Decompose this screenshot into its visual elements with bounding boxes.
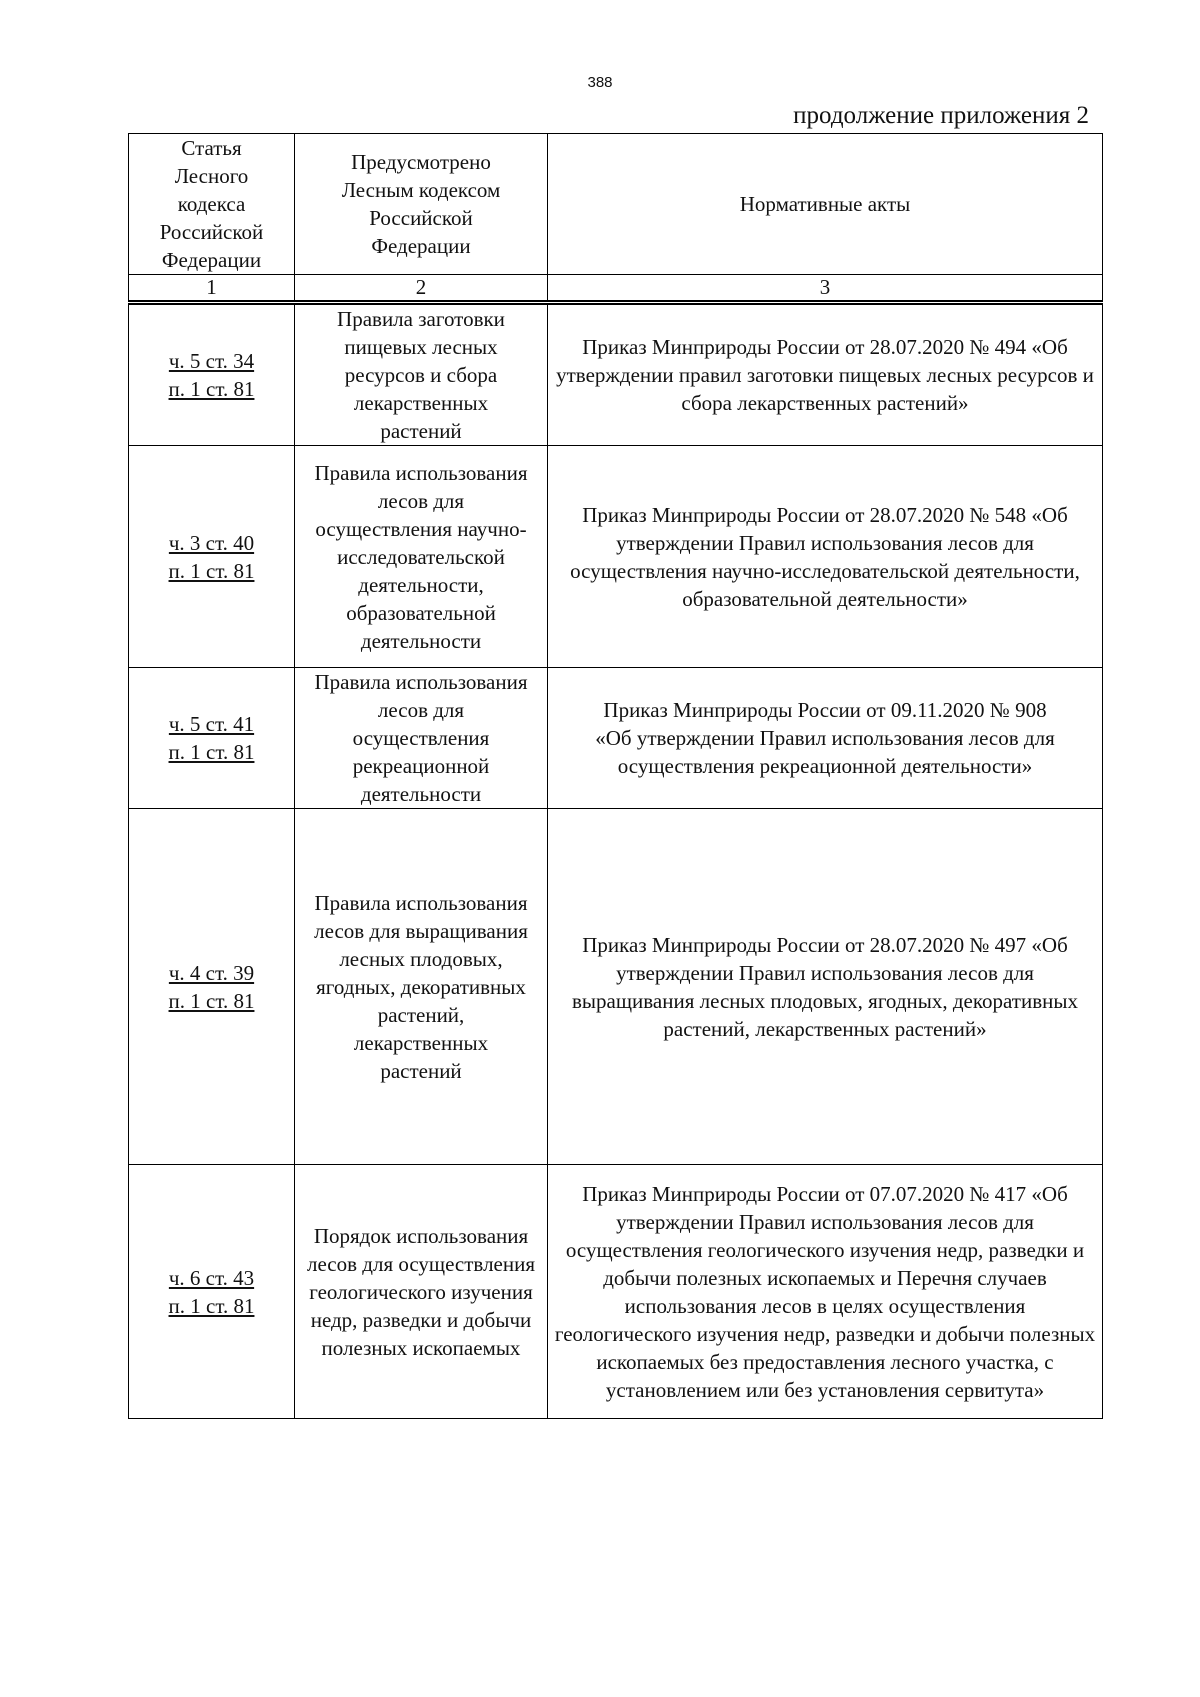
article-cell — [129, 1165, 295, 1419]
provision-cell: Правила использования лесов для осуществления научно-исследовательской деятельности, образовательной деятельности — [295, 446, 548, 668]
act-cell: Приказ Минприроды России от 28.07.2020 № 548 «Об утверждении Правил использования лесов для осуществления научно-исследовательской деятельности, образовательной деятельности» — [548, 446, 1103, 668]
article-cell — [129, 446, 295, 668]
article-link[interactable]: п. 1 ст. 81 — [168, 377, 255, 401]
article-link[interactable]: ч. 5 ст. 41 — [168, 712, 255, 736]
article-link[interactable]: п. 1 ст. 81 — [168, 1293, 255, 1318]
article-cell — [129, 668, 295, 809]
provision-cell: Правила использования лесов для осуществления рекреационной деятельности — [295, 668, 548, 809]
column-number: 1 — [129, 275, 295, 303]
continuation-label: продолжение приложения 2 — [793, 102, 1089, 129]
article-link[interactable]: ч. 5 ст. 34 — [168, 349, 255, 373]
table-row — [129, 303, 1103, 446]
article-link[interactable]: п. 1 ст. 81 — [168, 558, 255, 583]
article-cell — [129, 809, 295, 1165]
column-number: 3 — [548, 275, 1103, 303]
act-cell: Приказ Минприроды России от 28.07.2020 № 494 «Об утверждении правил заготовки пищевых лесных ресурсов и сбора лекарственных растений» — [548, 303, 1103, 446]
column-number: 2 — [295, 275, 548, 303]
provision-cell: Порядок использования лесов для осуществления геологического изучения недр, разведки и добычи полезных ископаемых — [295, 1165, 548, 1419]
table-row — [129, 668, 1103, 809]
article-link[interactable]: ч. 3 ст. 40 — [168, 530, 255, 555]
page-number: 388 — [587, 74, 613, 91]
article-link[interactable]: п. 1 ст. 81 — [168, 988, 255, 1013]
provision-cell: Правила использования лесов для выращивания лесных плодовых, ягодных, декоративных растений, лекарственных растений — [295, 809, 548, 1165]
table-header-row — [129, 134, 1103, 275]
act-cell: Приказ Минприроды России от 28.07.2020 № 497 «Об утверждении Правил использования лесов для выращивания лесных плодовых, ягодных, декоративных растений, лекарственных растений» — [548, 809, 1103, 1165]
article-link[interactable]: ч. 4 ст. 39 — [168, 960, 255, 985]
act-cell: Приказ Минприроды России от 07.07.2020 № 417 «Об утверждении Правил использования лесов для осуществления геологического изучения недр, разведки и добычи полезных ископаемых и Перечня случаев использования лесов в целях осуществления геологического изучения недр, разведки и добычи полезных ископаемых без предоставления лесного участка, с установлением или без установления сервитута» — [548, 1165, 1103, 1419]
regulations-table — [128, 133, 1103, 1419]
act-cell: Приказ Минприроды России от 09.11.2020 № 908 «Об утверждении Правил использования лесов для осуществления рекреационной деятельности» — [548, 668, 1103, 809]
table-row — [129, 446, 1103, 668]
header-article: Статья Лесного кодекса Российской Федерации — [129, 134, 295, 275]
article-link[interactable]: п. 1 ст. 81 — [168, 740, 255, 764]
column-number-row — [129, 275, 1103, 303]
table-row — [129, 809, 1103, 1165]
header-acts: Нормативные акты — [548, 134, 1103, 275]
article-link[interactable]: ч. 6 ст. 43 — [168, 1265, 255, 1290]
article-cell — [129, 303, 295, 446]
provision-cell: Правила заготовки пищевых лесных ресурсов и сбора лекарственных растений — [295, 303, 548, 446]
header-provision: Предусмотрено Лесным кодексом Российской Федерации — [295, 134, 548, 275]
table-row — [129, 1165, 1103, 1419]
